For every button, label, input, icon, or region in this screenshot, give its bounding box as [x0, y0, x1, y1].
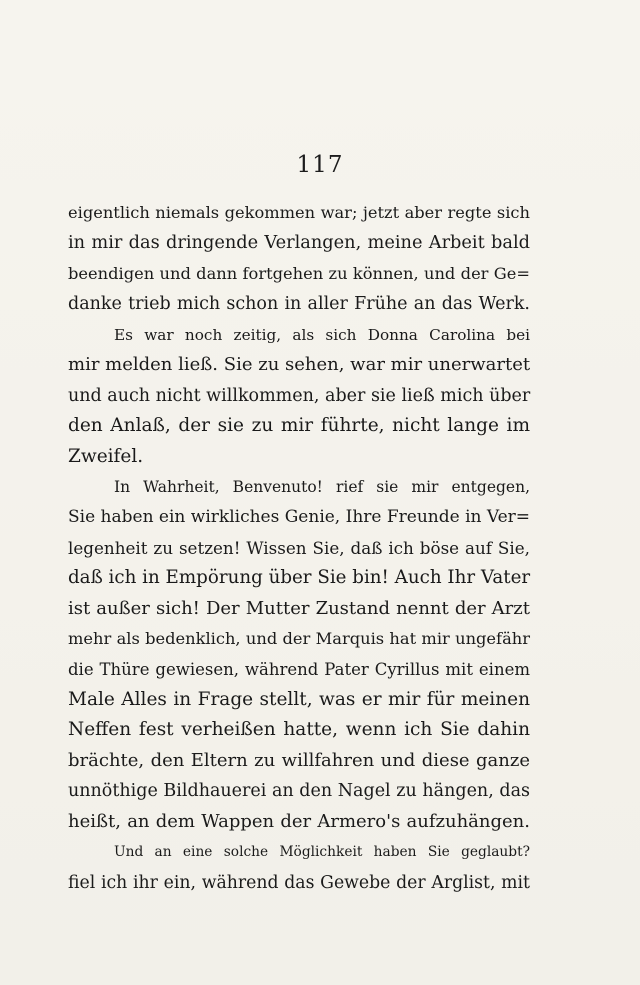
text-line: daß ich in Empörung über Sie bin! Auch Ihr Vater	[68, 567, 531, 589]
text-line: Es war noch zeitig, als sich Donna Carolina bei	[114, 325, 530, 344]
text-line: eigentlich niemals gekommen war; jetzt aber regte sich	[68, 203, 530, 222]
text-line: brächte, den Eltern zu willfahren und diese ganze	[68, 749, 530, 771]
text-line: In Wahrheit, Benvenuto! rief sie mir entgegen,	[114, 477, 530, 496]
text-line: beendigen und dann fortgehen zu können, und der Ge=	[68, 263, 530, 283]
text-line: die Thüre gewiesen, während Pater Cyrillus mit einem	[68, 659, 530, 679]
body-text	[68, 198, 530, 898]
text-line: unnöthige Bildhauerei an den Nagel zu hängen, das	[68, 781, 530, 802]
text-line: Zweifel.	[68, 445, 144, 467]
text-line: Und an eine solche Möglichkeit haben Sie geglaubt?	[114, 844, 530, 861]
text-line: danke trieb mich schon in aller Frühe an das Werk.	[68, 294, 530, 315]
text-line: mehr als bedenklich, und der Marquis hat mir ungefähr	[68, 629, 530, 649]
text-line: und auch nicht willkommen, aber sie ließ mich über	[68, 385, 531, 406]
text-line: ist außer sich! Der Mutter Zustand nennt der Arzt	[68, 597, 530, 619]
text-line: Male Alles in Frage stellt, was er mir für meinen	[68, 689, 530, 710]
text-line: heißt, an dem Wappen der Armero's aufzuhängen.	[68, 810, 530, 832]
text-line: fiel ich ihr ein, während das Gewebe der Arglist, mit	[68, 872, 530, 893]
page-number: 117	[296, 152, 344, 178]
text-line: Neffen fest verheißen hatte, wenn ich Sie dahin	[68, 719, 530, 741]
text-line: in mir das dringende Verlangen, meine Arbeit bald	[68, 233, 530, 254]
text-line: mir melden ließ. Sie zu sehen, war mir unerwartet	[68, 354, 531, 376]
text-line: Sie haben ein wirkliches Genie, Ihre Freunde in Ver=	[68, 507, 531, 528]
text-line: den Anlaß, der sie zu mir führte, nicht lange im	[68, 415, 530, 437]
text-line: legenheit zu setzen! Wissen Sie, daß ich böse auf Sie,	[68, 537, 530, 558]
